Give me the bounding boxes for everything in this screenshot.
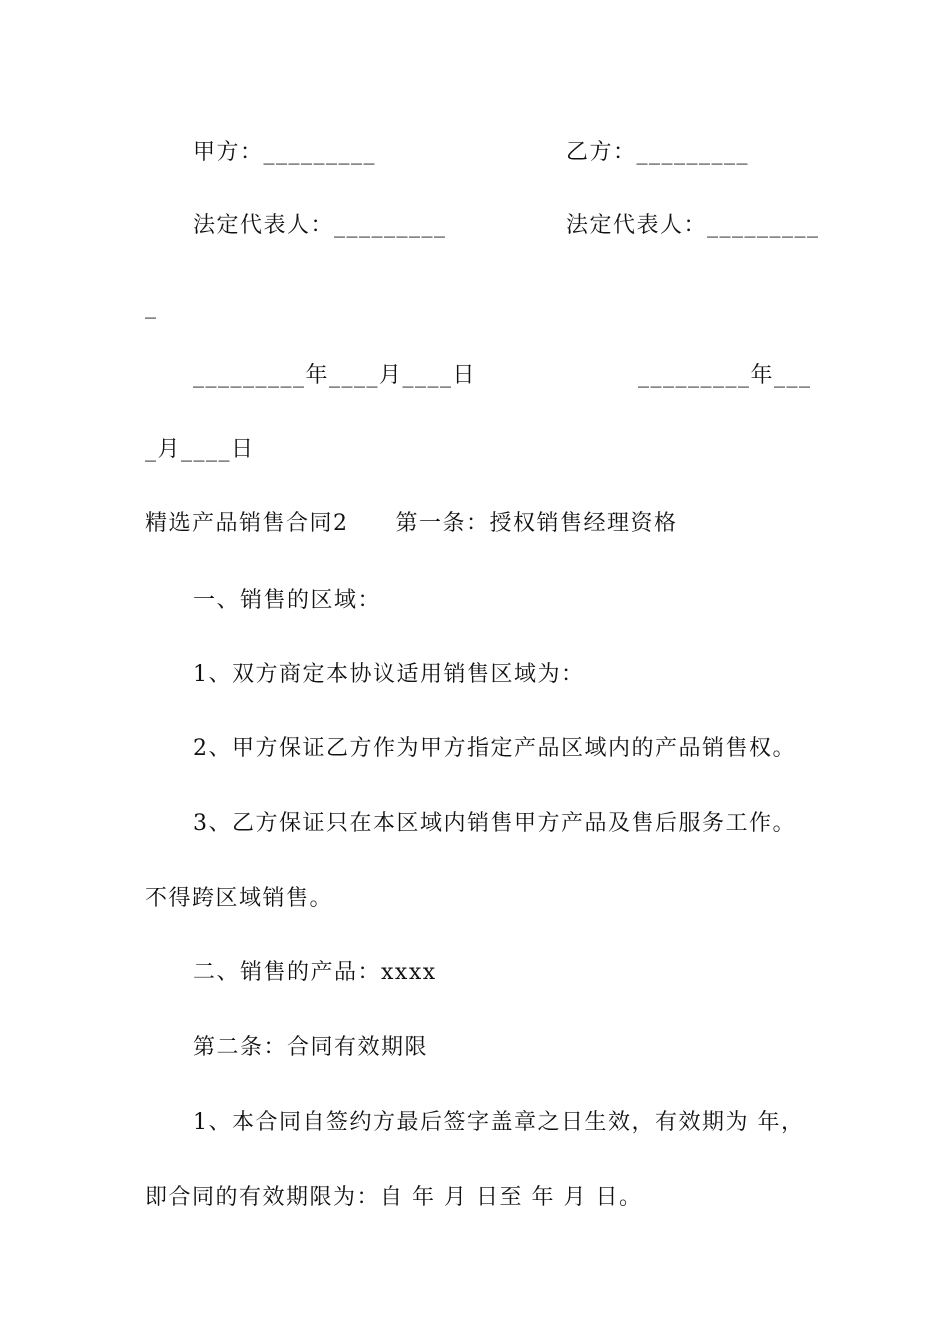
party-a-date: _________年____月____日 — [193, 363, 477, 388]
party-b-label: 乙方：_________ — [566, 140, 750, 165]
term-clause-1-wrap: 即合同的有效期限为：自 年 月 日至 年 月 日。 — [145, 1185, 643, 1210]
party-b-representative-wrap: _ — [145, 294, 158, 319]
clause-2: 2、甲方保证乙方作为甲方指定产品区域内的产品销售权。 — [193, 736, 796, 761]
section-1-heading: 一、销售的区域： — [193, 588, 382, 613]
clause-1: 1、双方商定本协议适用销售区域为： — [193, 662, 585, 687]
party-a-representative: 法定代表人：_________ — [193, 213, 447, 238]
term-clause-1: 1、本合同自签约方最后签字盖章之日生效，有效期为 年， — [193, 1110, 805, 1135]
party-a-label: 甲方：_________ — [193, 140, 377, 165]
section-2-heading: 二、销售的产品：xxxx — [193, 960, 437, 985]
party-b-date-wrap: _月____日 — [145, 437, 255, 462]
clause-3-wrap: 不得跨区域销售。 — [145, 886, 334, 911]
clause-3: 3、乙方保证只在本区域内销售甲方产品及售后服务工作。 — [193, 811, 796, 836]
party-b-date: _________年___ — [638, 363, 812, 388]
contract-title-line: 精选产品销售合同2 第一条：授权销售经理资格 — [145, 511, 678, 536]
article-2-heading: 第二条：合同有效期限 — [193, 1035, 429, 1060]
party-b-representative: 法定代表人：_________ — [566, 213, 820, 238]
